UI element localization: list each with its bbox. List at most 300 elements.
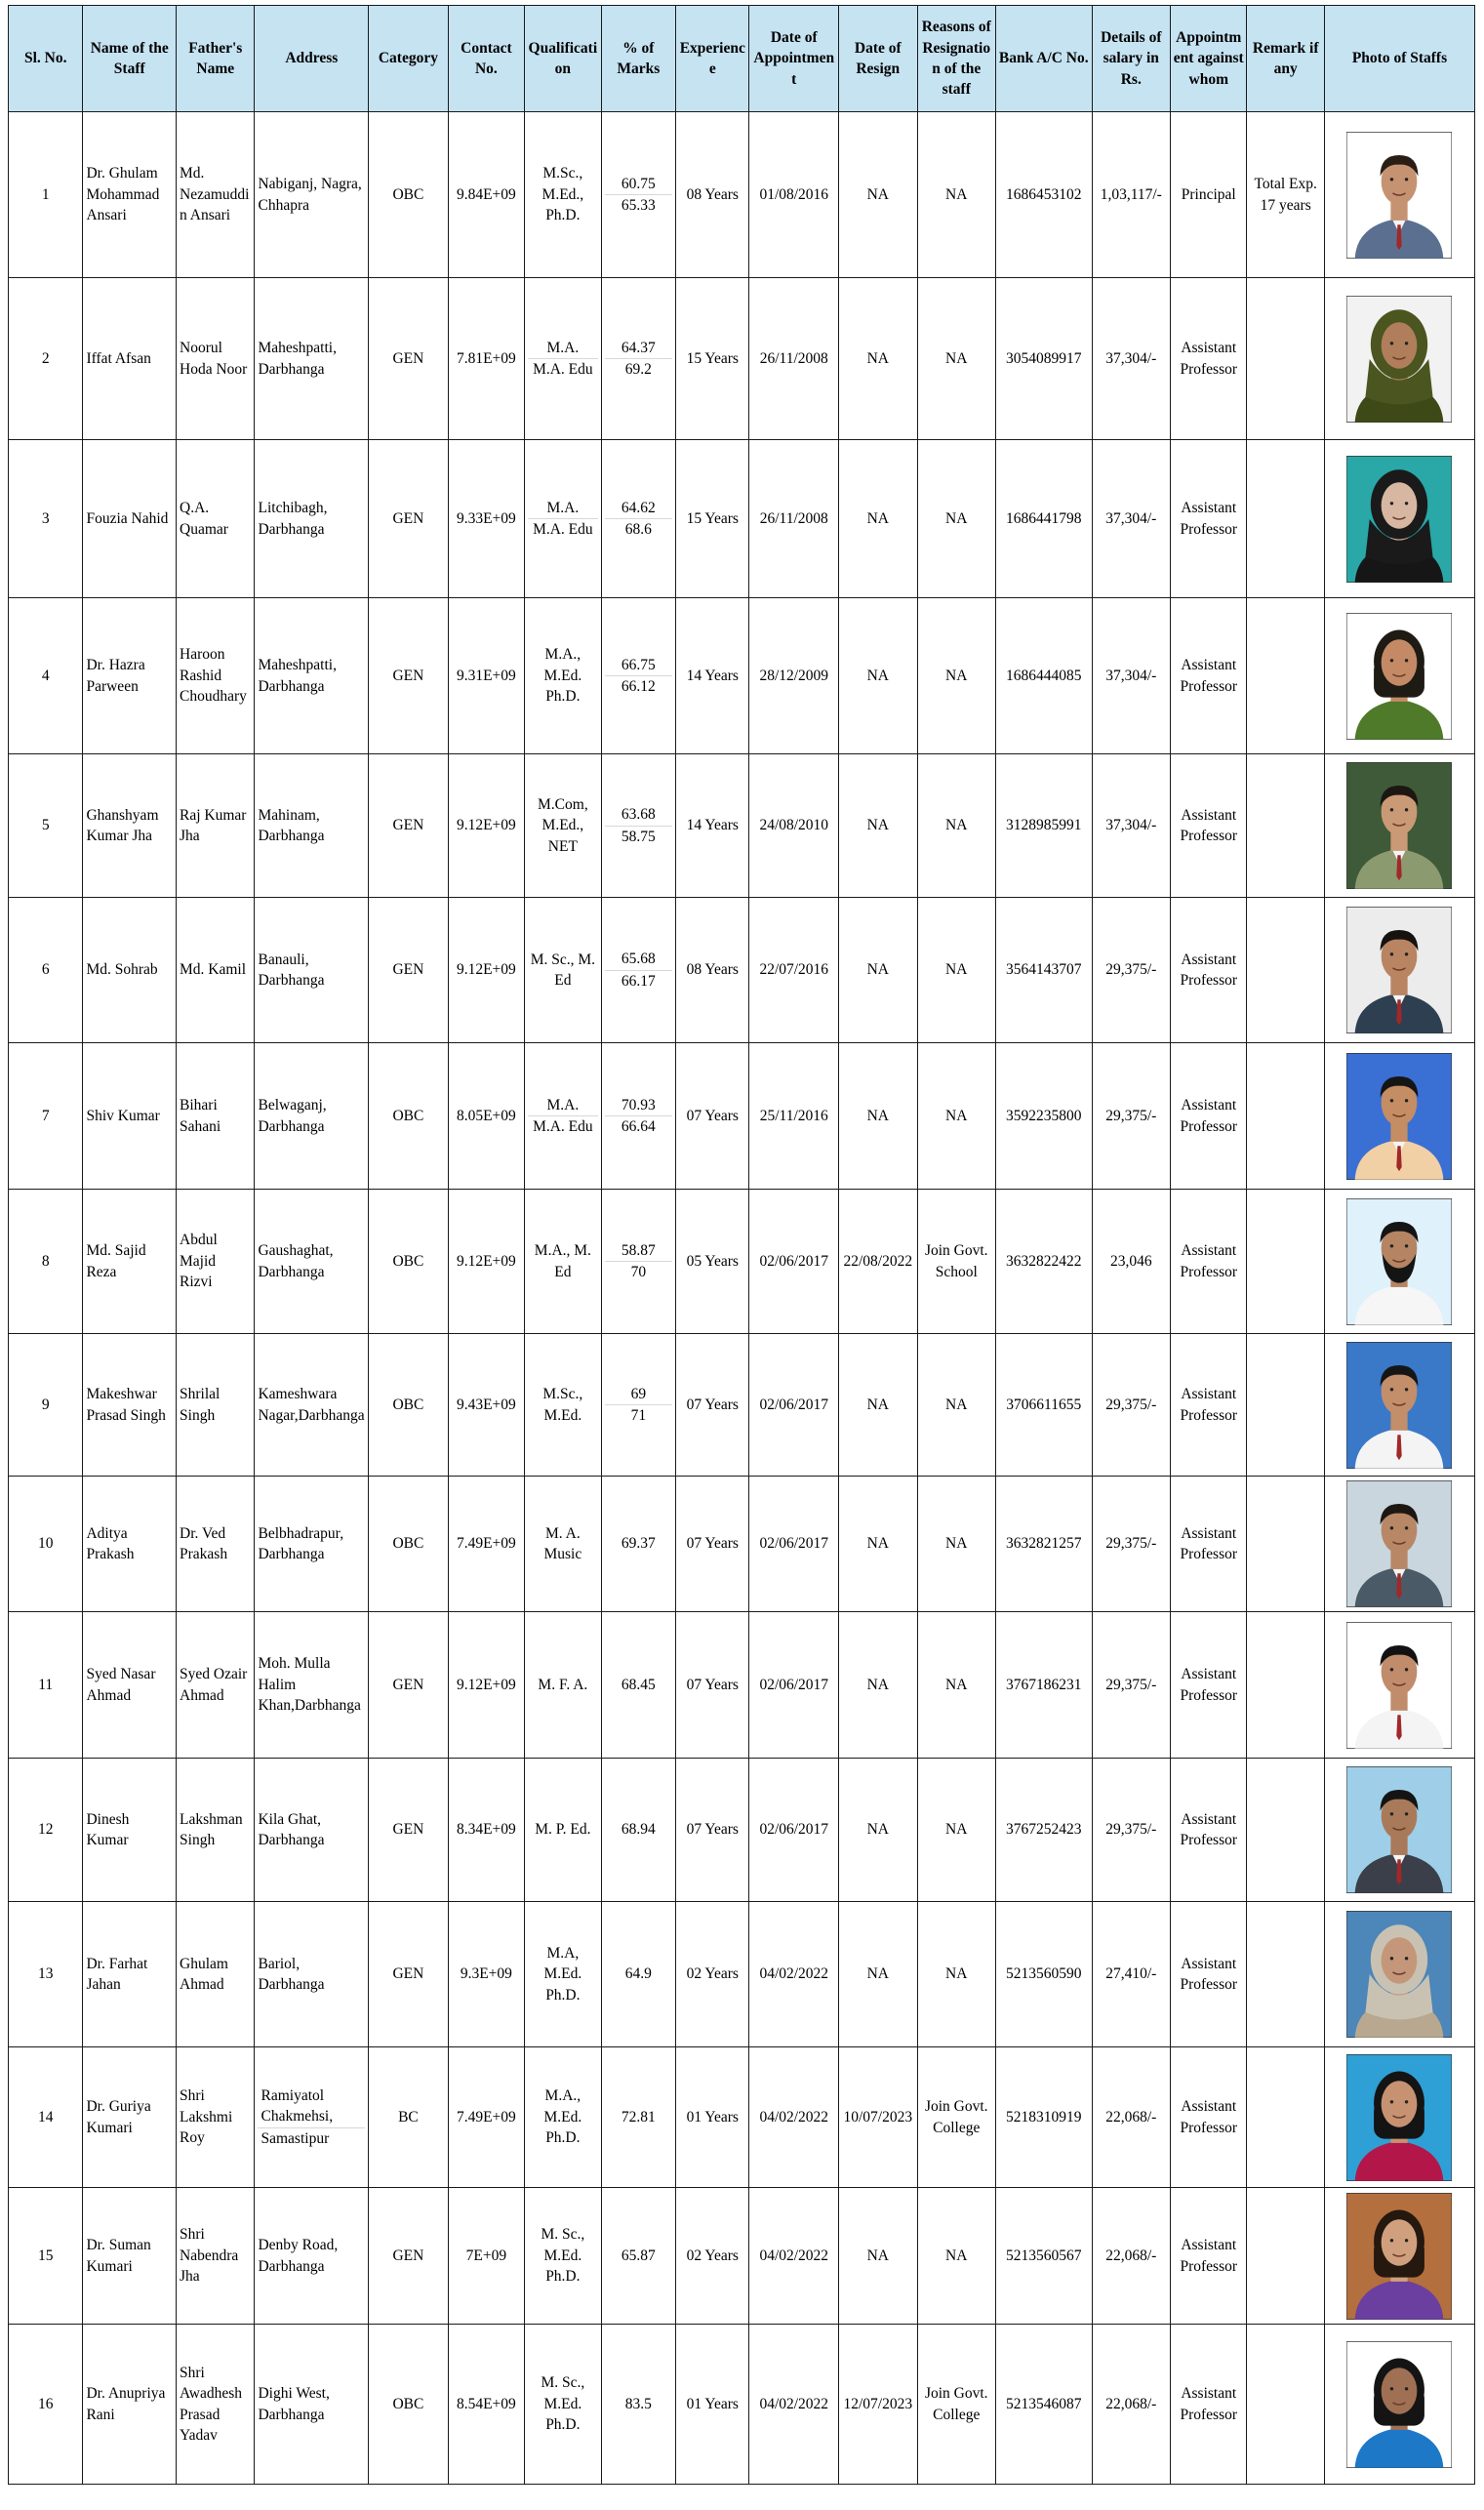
contact-number: 9.12E+09 xyxy=(448,1190,524,1334)
date-of-appointment: 01/08/2016 xyxy=(749,112,839,278)
resign-reason: NA xyxy=(917,1902,995,2047)
man-portrait-icon xyxy=(1346,132,1452,259)
address: Belbhadrapur, Darbhanga xyxy=(255,1477,369,1612)
man-portrait-icon xyxy=(1346,1622,1452,1749)
date-of-resign: NA xyxy=(839,1902,917,2047)
serial-number: 6 xyxy=(9,898,83,1043)
column-header: Sl. No. xyxy=(9,6,83,112)
date-of-appointment: 02/06/2017 xyxy=(749,1759,839,1902)
father-name: Lakshman Singh xyxy=(177,1759,255,1902)
appointment-against: Assistant Professor xyxy=(1171,898,1247,1043)
appointment-against: Assistant Professor xyxy=(1171,2325,1247,2485)
resign-reason: NA xyxy=(917,898,995,1043)
date-of-appointment: 24/08/2010 xyxy=(749,754,839,898)
table-row xyxy=(9,1612,1475,1759)
resign-reason: NA xyxy=(917,440,995,598)
appointment-against: Assistant Professor xyxy=(1171,1334,1247,1477)
qualification: M.A., M.Ed. Ph.D. xyxy=(525,2047,601,2188)
staff-name: Makeshwar Prasad Singh xyxy=(83,1334,177,1477)
remark xyxy=(1247,2325,1324,2485)
father-name: Shri Nabendra Jha xyxy=(177,2188,255,2325)
address-line: Samastipur xyxy=(258,2127,365,2149)
qualification: M. Sc., M.Ed. Ph.D. xyxy=(525,2188,601,2325)
appointment-against: Assistant Professor xyxy=(1171,2047,1247,2188)
category: GEN xyxy=(369,598,448,754)
salary: 29,375/- xyxy=(1092,1612,1170,1759)
remark xyxy=(1247,1190,1324,1334)
man-portrait-icon xyxy=(1346,907,1452,1033)
category: GEN xyxy=(369,278,448,440)
qualification: M.A, M.Ed. Ph.D. xyxy=(525,1902,601,2047)
staff-name: Dr. Guriya Kumari xyxy=(83,2047,177,2188)
experience: 07 Years xyxy=(676,1759,749,1902)
marks-value: 60.75 xyxy=(621,175,656,192)
resign-reason: Join Govt. College xyxy=(917,2047,995,2188)
salary: 37,304/- xyxy=(1092,440,1170,598)
date-of-resign: NA xyxy=(839,754,917,898)
contact-number: 9.43E+09 xyxy=(448,1334,524,1477)
experience: 08 Years xyxy=(676,898,749,1043)
salary: 27,410/- xyxy=(1092,1902,1170,2047)
table-row xyxy=(9,1902,1475,2047)
percent-marks xyxy=(601,1043,675,1190)
appointment-against: Assistant Professor xyxy=(1171,1190,1247,1334)
bank-account: 3706611655 xyxy=(995,1334,1092,1477)
father-name: Md. Kamil xyxy=(177,898,255,1043)
bank-account: 5213560590 xyxy=(995,1902,1092,2047)
experience: 15 Years xyxy=(676,440,749,598)
man-beard-portrait-icon xyxy=(1346,1198,1452,1325)
father-name: Noorul Hoda Noor xyxy=(177,278,255,440)
qualification: M. A. Music xyxy=(525,1477,601,1612)
table-row xyxy=(9,112,1475,278)
date-of-resign: NA xyxy=(839,598,917,754)
qualification-line: M.A. xyxy=(546,1096,580,1113)
contact-number: 8.54E+09 xyxy=(448,2325,524,2485)
father-name: Shri Awadhesh Prasad Yadav xyxy=(177,2325,255,2485)
staff-name: Fouzia Nahid xyxy=(83,440,177,598)
table-body xyxy=(9,112,1475,2485)
man-portrait-icon xyxy=(1346,1053,1452,1180)
qualification: M.Com, M.Ed., NET xyxy=(525,754,601,898)
experience: 01 Years xyxy=(676,2325,749,2485)
staff-name: Md. Sohrab xyxy=(83,898,177,1043)
table-row xyxy=(9,1477,1475,1612)
serial-number: 10 xyxy=(9,1477,83,1612)
table-row xyxy=(9,440,1475,598)
column-header: Date of Appointment xyxy=(749,6,839,112)
staff-photo xyxy=(1324,754,1474,898)
marks-value: 65.33 xyxy=(605,194,672,216)
remark xyxy=(1247,2188,1324,2325)
column-header: Experience xyxy=(676,6,749,112)
remark xyxy=(1247,1334,1324,1477)
staff-name: Syed Nasar Ahmad xyxy=(83,1612,177,1759)
father-name: Bihari Sahani xyxy=(177,1043,255,1190)
woman-hijab-portrait-icon xyxy=(1346,456,1452,583)
experience: 15 Years xyxy=(676,278,749,440)
father-name: Q.A. Quamar xyxy=(177,440,255,598)
qualification-line: M.A. xyxy=(546,339,580,356)
bank-account: 3054089917 xyxy=(995,278,1092,440)
resign-reason: NA xyxy=(917,1043,995,1190)
address: Maheshpatti, Darbhanga xyxy=(255,598,369,754)
date-of-appointment: 02/06/2017 xyxy=(749,1190,839,1334)
experience: 05 Years xyxy=(676,1190,749,1334)
father-name: Raj Kumar Jha xyxy=(177,754,255,898)
date-of-appointment: 28/12/2009 xyxy=(749,598,839,754)
contact-number: 9.3E+09 xyxy=(448,1902,524,2047)
percent-marks xyxy=(601,440,675,598)
staff-photo xyxy=(1324,112,1474,278)
date-of-appointment: 26/11/2008 xyxy=(749,278,839,440)
marks-value: 69 xyxy=(630,1385,647,1402)
staff-name: Dr. Farhat Jahan xyxy=(83,1902,177,2047)
table-row xyxy=(9,598,1475,754)
contact-number: 9.84E+09 xyxy=(448,112,524,278)
salary: 22,068/- xyxy=(1092,2325,1170,2485)
marks-value: 58.87 xyxy=(621,1241,656,1259)
category: OBC xyxy=(369,1043,448,1190)
appointment-against: Principal xyxy=(1171,112,1247,278)
table-row xyxy=(9,1334,1475,1477)
column-header: Bank A/C No. xyxy=(995,6,1092,112)
percent-marks: 68.94 xyxy=(601,1759,675,1902)
date-of-appointment: 04/02/2022 xyxy=(749,2047,839,2188)
bank-account: 3767186231 xyxy=(995,1612,1092,1759)
resign-reason: Join Govt. School xyxy=(917,1190,995,1334)
bank-account: 5218310919 xyxy=(995,2047,1092,2188)
appointment-against: Assistant Professor xyxy=(1171,440,1247,598)
date-of-appointment: 02/06/2017 xyxy=(749,1334,839,1477)
marks-value: 66.64 xyxy=(605,1115,672,1137)
staff-name: Dinesh Kumar xyxy=(83,1759,177,1902)
father-name: Abdul Majid Rizvi xyxy=(177,1190,255,1334)
table-row xyxy=(9,2325,1475,2485)
staff-photo xyxy=(1324,1902,1474,2047)
qualification-line: M.A. Edu xyxy=(528,518,597,540)
address: Gaushaghat, Darbhanga xyxy=(255,1190,369,1334)
woman-portrait-icon xyxy=(1346,2341,1452,2468)
category: OBC xyxy=(369,1477,448,1612)
marks-value: 69.2 xyxy=(605,358,672,380)
bank-account: 5213560567 xyxy=(995,2188,1092,2325)
remark: Total Exp. 17 years xyxy=(1247,112,1324,278)
experience: 07 Years xyxy=(676,1612,749,1759)
date-of-appointment: 04/02/2022 xyxy=(749,1902,839,2047)
percent-marks xyxy=(601,1334,675,1477)
qualification xyxy=(525,440,601,598)
remark xyxy=(1247,754,1324,898)
staff-photo xyxy=(1324,440,1474,598)
remark xyxy=(1247,1612,1324,1759)
percent-marks xyxy=(601,278,675,440)
bank-account: 3632821257 xyxy=(995,1477,1092,1612)
date-of-appointment: 02/06/2017 xyxy=(749,1477,839,1612)
resign-reason: NA xyxy=(917,112,995,278)
contact-number: 9.33E+09 xyxy=(448,440,524,598)
qualification-line: M.A. Edu xyxy=(528,358,597,380)
column-header: Category xyxy=(369,6,448,112)
qualification: M. P. Ed. xyxy=(525,1759,601,1902)
serial-number: 5 xyxy=(9,754,83,898)
marks-value: 65.68 xyxy=(621,951,656,968)
remark xyxy=(1247,1902,1324,2047)
remark xyxy=(1247,1477,1324,1612)
serial-number: 14 xyxy=(9,2047,83,2188)
appointment-against: Assistant Professor xyxy=(1171,754,1247,898)
remark xyxy=(1247,2047,1324,2188)
contact-number: 7.49E+09 xyxy=(448,1477,524,1612)
staff-name: Dr. Suman Kumari xyxy=(83,2188,177,2325)
percent-marks xyxy=(601,754,675,898)
man-portrait-icon xyxy=(1346,762,1452,889)
salary: 29,375/- xyxy=(1092,1477,1170,1612)
percent-marks: 69.37 xyxy=(601,1477,675,1612)
appointment-against: Assistant Professor xyxy=(1171,598,1247,754)
category: GEN xyxy=(369,440,448,598)
table-row xyxy=(9,1759,1475,1902)
date-of-resign: NA xyxy=(839,112,917,278)
marks-value: 64.62 xyxy=(621,499,656,516)
staff-name: Dr. Ghulam Mohammad Ansari xyxy=(83,112,177,278)
staff-photo xyxy=(1324,1477,1474,1612)
category: GEN xyxy=(369,1759,448,1902)
bank-account: 1686444085 xyxy=(995,598,1092,754)
address-line: Ramiyatol Chakmehsi, xyxy=(261,2086,334,2125)
bank-account: 5213546087 xyxy=(995,2325,1092,2485)
staff-name: Ghanshyam Kumar Jha xyxy=(83,754,177,898)
marks-value: 70 xyxy=(605,1261,672,1282)
marks-value: 71 xyxy=(605,1404,672,1426)
remark xyxy=(1247,1759,1324,1902)
serial-number: 1 xyxy=(9,112,83,278)
contact-number: 9.12E+09 xyxy=(448,1612,524,1759)
appointment-against: Assistant Professor xyxy=(1171,1759,1247,1902)
salary: 1,03,117/- xyxy=(1092,112,1170,278)
contact-number: 7.81E+09 xyxy=(448,278,524,440)
address: Maheshpatti, Darbhanga xyxy=(255,278,369,440)
serial-number: 13 xyxy=(9,1902,83,2047)
percent-marks: 72.81 xyxy=(601,2047,675,2188)
date-of-resign: NA xyxy=(839,898,917,1043)
appointment-against: Assistant Professor xyxy=(1171,1043,1247,1190)
marks-value: 70.93 xyxy=(621,1096,656,1113)
bank-account: 3767252423 xyxy=(995,1759,1092,1902)
marks-value: 68.6 xyxy=(605,518,672,540)
salary: 37,304/- xyxy=(1092,754,1170,898)
staff-photo xyxy=(1324,898,1474,1043)
staff-photo xyxy=(1324,1190,1474,1334)
appointment-against: Assistant Professor xyxy=(1171,1477,1247,1612)
salary: 22,068/- xyxy=(1092,2047,1170,2188)
experience: 02 Years xyxy=(676,1902,749,2047)
contact-number: 9.31E+09 xyxy=(448,598,524,754)
percent-marks: 83.5 xyxy=(601,2325,675,2485)
address: Moh. Mulla Halim Khan,Darbhanga xyxy=(255,1612,369,1759)
staff-table xyxy=(8,5,1475,2485)
experience: 14 Years xyxy=(676,754,749,898)
serial-number: 9 xyxy=(9,1334,83,1477)
header-row xyxy=(9,6,1475,112)
percent-marks xyxy=(601,1190,675,1334)
category: OBC xyxy=(369,112,448,278)
date-of-resign: NA xyxy=(839,440,917,598)
category: GEN xyxy=(369,2188,448,2325)
remark xyxy=(1247,598,1324,754)
resign-reason: NA xyxy=(917,1334,995,1477)
resign-reason: NA xyxy=(917,1759,995,1902)
date-of-resign: NA xyxy=(839,1477,917,1612)
salary: 29,375/- xyxy=(1092,1043,1170,1190)
resign-reason: NA xyxy=(917,2188,995,2325)
experience: 07 Years xyxy=(676,1477,749,1612)
date-of-resign: NA xyxy=(839,1043,917,1190)
remark xyxy=(1247,898,1324,1043)
percent-marks xyxy=(601,598,675,754)
serial-number: 15 xyxy=(9,2188,83,2325)
experience: 08 Years xyxy=(676,112,749,278)
salary: 37,304/- xyxy=(1092,598,1170,754)
address: Nabiganj, Nagra, Chhapra xyxy=(255,112,369,278)
woman-portrait-icon xyxy=(1346,2054,1452,2181)
father-name: Haroon Rashid Choudhary xyxy=(177,598,255,754)
percent-marks xyxy=(601,112,675,278)
contact-number: 7E+09 xyxy=(448,2188,524,2325)
date-of-appointment: 04/02/2022 xyxy=(749,2325,839,2485)
percent-marks: 64.9 xyxy=(601,1902,675,2047)
date-of-appointment: 04/02/2022 xyxy=(749,2188,839,2325)
serial-number: 2 xyxy=(9,278,83,440)
father-name: Md. Nezamuddin Ansari xyxy=(177,112,255,278)
table-row xyxy=(9,898,1475,1043)
contact-number: 7.49E+09 xyxy=(448,2047,524,2188)
contact-number: 8.05E+09 xyxy=(448,1043,524,1190)
serial-number: 3 xyxy=(9,440,83,598)
salary: 29,375/- xyxy=(1092,898,1170,1043)
marks-value: 66.75 xyxy=(621,656,656,673)
resign-reason: Join Govt. College xyxy=(917,2325,995,2485)
address: Denby Road, Darbhanga xyxy=(255,2188,369,2325)
date-of-resign: 22/08/2022 xyxy=(839,1190,917,1334)
experience: 01 Years xyxy=(676,2047,749,2188)
address: Mahinam, Darbhanga xyxy=(255,754,369,898)
remark xyxy=(1247,1043,1324,1190)
staff-photo xyxy=(1324,1043,1474,1190)
bank-account: 1686441798 xyxy=(995,440,1092,598)
staff-photo xyxy=(1324,2188,1474,2325)
date-of-resign: NA xyxy=(839,1334,917,1477)
address xyxy=(255,2047,369,2188)
staff-photo xyxy=(1324,1334,1474,1477)
contact-number: 8.34E+09 xyxy=(448,1759,524,1902)
bank-account: 1686453102 xyxy=(995,112,1092,278)
qualification xyxy=(525,278,601,440)
father-name: Dr. Ved Prakash xyxy=(177,1477,255,1612)
resign-reason: NA xyxy=(917,1477,995,1612)
category: GEN xyxy=(369,1902,448,2047)
table-row xyxy=(9,1190,1475,1334)
date-of-resign: NA xyxy=(839,278,917,440)
qualification: M. Sc., M. Ed xyxy=(525,898,601,1043)
date-of-appointment: 02/06/2017 xyxy=(749,1612,839,1759)
salary: 29,375/- xyxy=(1092,1334,1170,1477)
column-header: Qualification xyxy=(525,6,601,112)
man-portrait-icon xyxy=(1346,1480,1452,1607)
category: OBC xyxy=(369,1190,448,1334)
serial-number: 11 xyxy=(9,1612,83,1759)
date-of-resign: NA xyxy=(839,2188,917,2325)
qualification: M. Sc., M.Ed. Ph.D. xyxy=(525,2325,601,2485)
staff-photo xyxy=(1324,598,1474,754)
category: BC xyxy=(369,2047,448,2188)
column-header: Father's Name xyxy=(177,6,255,112)
category: GEN xyxy=(369,898,448,1043)
father-name: Syed Ozair Ahmad xyxy=(177,1612,255,1759)
column-header: Address xyxy=(255,6,369,112)
column-header: Photo of Staffs xyxy=(1324,6,1474,112)
serial-number: 12 xyxy=(9,1759,83,1902)
qualification: M. F. A. xyxy=(525,1612,601,1759)
category: GEN xyxy=(369,754,448,898)
table-row xyxy=(9,1043,1475,1190)
date-of-resign: NA xyxy=(839,1759,917,1902)
resign-reason: NA xyxy=(917,278,995,440)
column-header: % of Marks xyxy=(601,6,675,112)
bank-account: 3592235800 xyxy=(995,1043,1092,1190)
address: Litchibagh, Darbhanga xyxy=(255,440,369,598)
salary: 37,304/- xyxy=(1092,278,1170,440)
table-row xyxy=(9,2047,1475,2188)
serial-number: 16 xyxy=(9,2325,83,2485)
column-header: Remark if any xyxy=(1247,6,1324,112)
resign-reason: NA xyxy=(917,1612,995,1759)
address: Belwaganj, Darbhanga xyxy=(255,1043,369,1190)
remark xyxy=(1247,440,1324,598)
table-row xyxy=(9,2188,1475,2325)
marks-value: 66.12 xyxy=(605,675,672,697)
experience: 02 Years xyxy=(676,2188,749,2325)
staff-name: Iffat Afsan xyxy=(83,278,177,440)
man-portrait-icon xyxy=(1346,1766,1452,1893)
experience: 07 Years xyxy=(676,1043,749,1190)
category: OBC xyxy=(369,1334,448,1477)
column-header: Appointment against whom xyxy=(1171,6,1247,112)
father-name: Shrilal Singh xyxy=(177,1334,255,1477)
date-of-appointment: 25/11/2016 xyxy=(749,1043,839,1190)
address: Kila Ghat, Darbhanga xyxy=(255,1759,369,1902)
resign-reason: NA xyxy=(917,598,995,754)
staff-name: Aditya Prakash xyxy=(83,1477,177,1612)
father-name: Ghulam Ahmad xyxy=(177,1902,255,2047)
woman-hijab-portrait-icon xyxy=(1346,1911,1452,2038)
table-row xyxy=(9,754,1475,898)
date-of-resign: NA xyxy=(839,1612,917,1759)
salary: 29,375/- xyxy=(1092,1759,1170,1902)
qualification: M.A., M.Ed. Ph.D. xyxy=(525,598,601,754)
man-portrait-icon xyxy=(1346,1342,1452,1469)
qualification: M.Sc., M.Ed., Ph.D. xyxy=(525,112,601,278)
contact-number: 9.12E+09 xyxy=(448,898,524,1043)
serial-number: 8 xyxy=(9,1190,83,1334)
date-of-appointment: 26/11/2008 xyxy=(749,440,839,598)
contact-number: 9.12E+09 xyxy=(448,754,524,898)
serial-number: 4 xyxy=(9,598,83,754)
percent-marks: 68.45 xyxy=(601,1612,675,1759)
staff-photo xyxy=(1324,1759,1474,1902)
table-row xyxy=(9,278,1475,440)
qualification: M.A., M. Ed xyxy=(525,1190,601,1334)
